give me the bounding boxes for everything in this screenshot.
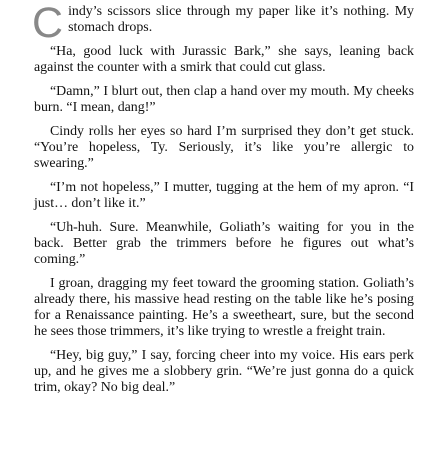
paragraph-grooming-station: I groan, dragging my feet toward the grooming station. Goliath’s already there, his massive head resting on the table like he’s posing for a Renaissance painting. He’s a sweetheart, sure, but the second he sees those trimmers, it’s like trying to wrestle a freight train.: [34, 276, 414, 339]
paragraph-damn: “Damn,” I blurt out, then clap a hand over my mouth. My cheeks burn. “I mean, dang!”: [34, 84, 414, 115]
paragraph-ha-good-luck: “Ha, good luck with Jurassic Bark,” she says, leaning back against the counter with a smirk that could cut glass.: [34, 44, 414, 75]
paragraph-hey-big-guy: “Hey, big guy,” I say, forcing cheer into my voice. His ears perk up, and he gives me a slobbery grin. “We’re just gonna do a quick trim, okay? No big deal.”: [34, 348, 414, 395]
paragraph-cindy-rolls-eyes: Cindy rolls her eyes so hard I’m surprised they don’t get stuck. “You’re hopeless, Ty. Seriously, it’s like you’re allergic to swearing.”: [34, 124, 414, 171]
drop-cap-letter: C: [32, 0, 64, 47]
opening-paragraph: [32, 0, 414, 47]
paragraph-not-hopeless: “I’m not hopeless,” I mutter, tugging at the hem of my apron. “I just… don’t like it.”: [34, 180, 414, 211]
paragraph-uh-huh: “Uh-huh. Sure. Meanwhile, Goliath’s waiting for you in the back. Better grab the trimmers before he figures out what’s coming.”: [34, 220, 414, 267]
opening-paragraph-text: indy’s scissors slice through my paper like it’s nothing. My stomach drops.: [68, 4, 414, 35]
story-page: [32, 0, 414, 404]
